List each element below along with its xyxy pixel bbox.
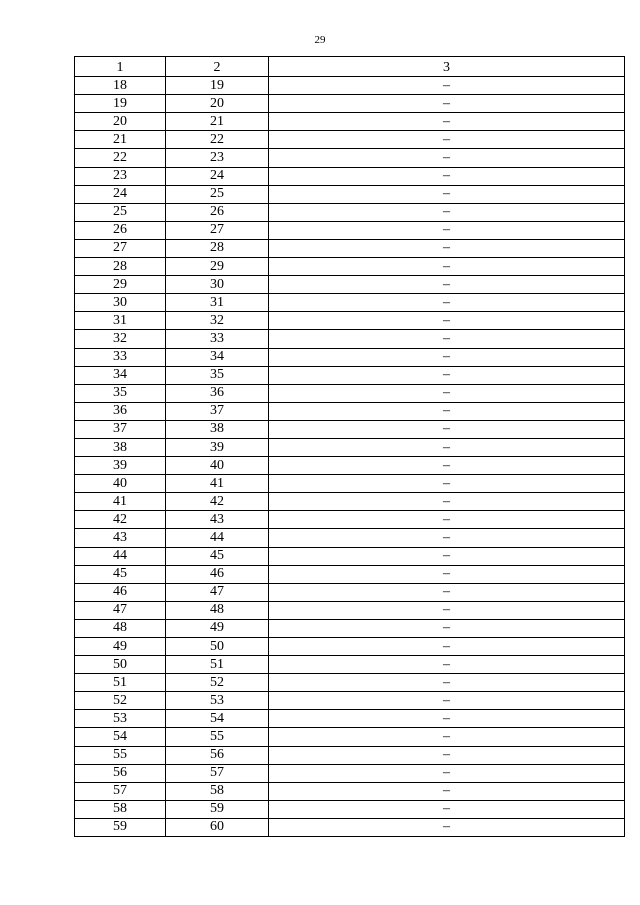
table-row <box>75 800 625 818</box>
table-cell: 24 <box>75 185 166 203</box>
table-row <box>75 348 625 366</box>
table-cell: 53 <box>166 692 269 710</box>
table-cell: 37 <box>75 420 166 438</box>
table-cell: 27 <box>166 221 269 239</box>
dash-cell: – <box>269 764 625 782</box>
dash-cell: – <box>269 221 625 239</box>
table-cell: 42 <box>166 493 269 511</box>
table-cell: 20 <box>75 113 166 131</box>
table-cell: 32 <box>166 312 269 330</box>
dash-cell: – <box>269 402 625 420</box>
dash-cell: – <box>269 457 625 475</box>
table-header-row <box>75 57 625 77</box>
column-header-1: 1 <box>75 57 166 77</box>
table-cell: 22 <box>166 131 269 149</box>
table-row <box>75 276 625 294</box>
table-row <box>75 782 625 800</box>
table-cell: 43 <box>75 529 166 547</box>
table-row <box>75 457 625 475</box>
table-cell: 33 <box>75 348 166 366</box>
table-cell: 37 <box>166 402 269 420</box>
table-cell: 46 <box>75 583 166 601</box>
table-cell: 57 <box>75 782 166 800</box>
table-cell: 20 <box>166 95 269 113</box>
table-row <box>75 420 625 438</box>
table-cell: 35 <box>166 366 269 384</box>
dash-cell: – <box>269 239 625 257</box>
table-row <box>75 638 625 656</box>
table-cell: 47 <box>75 601 166 619</box>
dash-cell: – <box>269 782 625 800</box>
table-cell: 50 <box>166 638 269 656</box>
table-cell: 19 <box>75 95 166 113</box>
table-cell: 29 <box>166 258 269 276</box>
table-cell: 53 <box>75 710 166 728</box>
table-cell: 29 <box>75 276 166 294</box>
table-row <box>75 764 625 782</box>
dash-cell: – <box>269 167 625 185</box>
table-cell: 43 <box>166 511 269 529</box>
table-cell: 30 <box>75 294 166 312</box>
dash-cell: – <box>269 529 625 547</box>
table-cell: 33 <box>166 330 269 348</box>
column-header-3: 3 <box>269 57 625 77</box>
table-row <box>75 167 625 185</box>
table-cell: 44 <box>166 529 269 547</box>
table-cell: 55 <box>166 728 269 746</box>
dash-cell: – <box>269 619 625 637</box>
table-cell: 54 <box>166 710 269 728</box>
dash-cell: – <box>269 131 625 149</box>
table-cell: 25 <box>166 185 269 203</box>
table-cell: 44 <box>75 547 166 565</box>
dash-cell: – <box>269 692 625 710</box>
dash-cell: – <box>269 565 625 583</box>
table-cell: 49 <box>75 638 166 656</box>
dash-cell: – <box>269 547 625 565</box>
table-cell: 28 <box>166 239 269 257</box>
table-row <box>75 77 625 95</box>
table-cell: 45 <box>75 565 166 583</box>
table-cell: 39 <box>166 438 269 456</box>
table-cell: 49 <box>166 619 269 637</box>
table-cell: 32 <box>75 330 166 348</box>
table-row <box>75 366 625 384</box>
table-cell: 56 <box>75 764 166 782</box>
table-cell: 27 <box>75 239 166 257</box>
table-cell: 36 <box>75 402 166 420</box>
table-cell: 19 <box>166 77 269 95</box>
table-cell: 38 <box>166 420 269 438</box>
data-table <box>74 56 625 837</box>
dash-cell: – <box>269 77 625 95</box>
table-cell: 26 <box>166 203 269 221</box>
table-cell: 34 <box>75 366 166 384</box>
table-cell: 55 <box>75 746 166 764</box>
table-row <box>75 438 625 456</box>
table-cell: 34 <box>166 348 269 366</box>
table-cell: 59 <box>75 818 166 836</box>
dash-cell: – <box>269 384 625 402</box>
table-cell: 59 <box>166 800 269 818</box>
dash-cell: – <box>269 113 625 131</box>
table-row <box>75 203 625 221</box>
table-cell: 18 <box>75 77 166 95</box>
dash-cell: – <box>269 818 625 836</box>
dash-cell: – <box>269 294 625 312</box>
table-row <box>75 692 625 710</box>
column-header-2: 2 <box>166 57 269 77</box>
table-cell: 52 <box>166 674 269 692</box>
dash-cell: – <box>269 95 625 113</box>
table-cell: 47 <box>166 583 269 601</box>
dash-cell: – <box>269 583 625 601</box>
table-cell: 31 <box>75 312 166 330</box>
table-cell: 45 <box>166 547 269 565</box>
dash-cell: – <box>269 149 625 167</box>
dash-cell: – <box>269 728 625 746</box>
table-cell: 28 <box>75 258 166 276</box>
table-row <box>75 511 625 529</box>
table-row <box>75 619 625 637</box>
dash-cell: – <box>269 601 625 619</box>
table-row <box>75 95 625 113</box>
table-row <box>75 818 625 836</box>
table-row <box>75 656 625 674</box>
table-row <box>75 674 625 692</box>
table-cell: 39 <box>75 457 166 475</box>
dash-cell: – <box>269 656 625 674</box>
dash-cell: – <box>269 511 625 529</box>
table-cell: 41 <box>166 475 269 493</box>
page-number: 29 <box>314 34 326 46</box>
table-body <box>75 77 625 837</box>
table-cell: 50 <box>75 656 166 674</box>
table-cell: 36 <box>166 384 269 402</box>
dash-cell: – <box>269 638 625 656</box>
dash-cell: – <box>269 348 625 366</box>
table-cell: 58 <box>75 800 166 818</box>
dash-cell: – <box>269 366 625 384</box>
dash-cell: – <box>269 475 625 493</box>
table-cell: 25 <box>75 203 166 221</box>
table-row <box>75 601 625 619</box>
table-row <box>75 493 625 511</box>
table-row <box>75 728 625 746</box>
table-row <box>75 149 625 167</box>
table-row <box>75 221 625 239</box>
dash-cell: – <box>269 493 625 511</box>
dash-cell: – <box>269 330 625 348</box>
table-cell: 23 <box>75 167 166 185</box>
table-cell: 35 <box>75 384 166 402</box>
table-cell: 22 <box>75 149 166 167</box>
table-cell: 60 <box>166 818 269 836</box>
table-row <box>75 239 625 257</box>
table-row <box>75 475 625 493</box>
table-cell: 24 <box>166 167 269 185</box>
table-cell: 58 <box>166 782 269 800</box>
table-cell: 48 <box>166 601 269 619</box>
table-row <box>75 402 625 420</box>
table-cell: 51 <box>166 656 269 674</box>
table-cell: 31 <box>166 294 269 312</box>
table-row <box>75 258 625 276</box>
table-row <box>75 330 625 348</box>
dash-cell: – <box>269 203 625 221</box>
table-cell: 46 <box>166 565 269 583</box>
table-row <box>75 529 625 547</box>
dash-cell: – <box>269 674 625 692</box>
table-cell: 30 <box>166 276 269 294</box>
table-cell: 26 <box>75 221 166 239</box>
table-row <box>75 294 625 312</box>
table-cell: 38 <box>75 438 166 456</box>
table-row <box>75 565 625 583</box>
dash-cell: – <box>269 438 625 456</box>
table-cell: 57 <box>166 764 269 782</box>
table-row <box>75 710 625 728</box>
table-cell: 51 <box>75 674 166 692</box>
table-cell: 48 <box>75 619 166 637</box>
table-cell: 52 <box>75 692 166 710</box>
table-cell: 21 <box>166 113 269 131</box>
table-cell: 56 <box>166 746 269 764</box>
table-row <box>75 547 625 565</box>
table-row <box>75 113 625 131</box>
table-cell: 41 <box>75 493 166 511</box>
table-row <box>75 384 625 402</box>
table-row <box>75 131 625 149</box>
dash-cell: – <box>269 710 625 728</box>
table-cell: 21 <box>75 131 166 149</box>
table-row <box>75 185 625 203</box>
dash-cell: – <box>269 185 625 203</box>
table-cell: 40 <box>75 475 166 493</box>
dash-cell: – <box>269 800 625 818</box>
dash-cell: – <box>269 258 625 276</box>
dash-cell: – <box>269 312 625 330</box>
table-row <box>75 746 625 764</box>
table-row <box>75 312 625 330</box>
dash-cell: – <box>269 420 625 438</box>
dash-cell: – <box>269 746 625 764</box>
dash-cell: – <box>269 276 625 294</box>
table-row <box>75 583 625 601</box>
table-cell: 40 <box>166 457 269 475</box>
table-cell: 42 <box>75 511 166 529</box>
table-cell: 54 <box>75 728 166 746</box>
table-cell: 23 <box>166 149 269 167</box>
